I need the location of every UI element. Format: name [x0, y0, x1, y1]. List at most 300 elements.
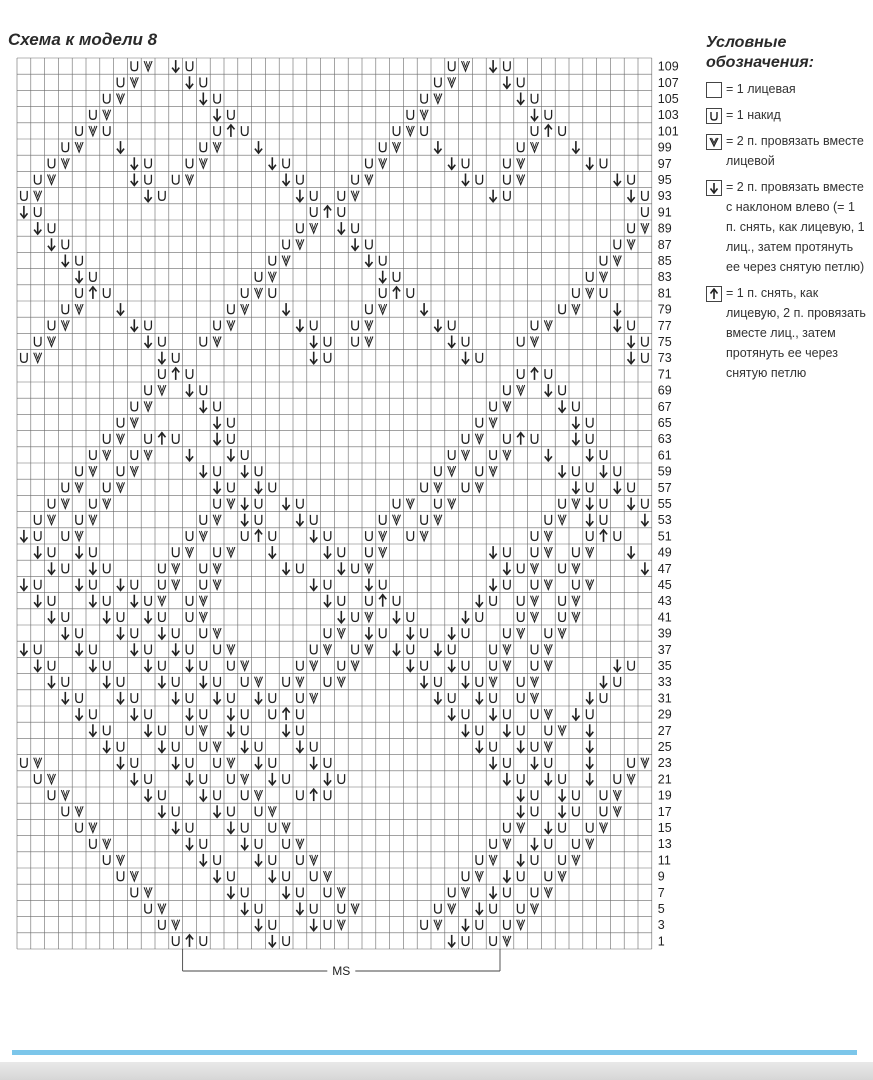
yarn-over-u-icon	[504, 434, 511, 443]
yarn-over-u-icon	[186, 645, 193, 654]
yarn-over-u-icon	[366, 596, 373, 605]
yarn-over-u-icon	[407, 531, 414, 540]
row-number-label: 13	[657, 837, 672, 852]
ssk-left-arrow-icon	[310, 352, 317, 364]
k2tog-right-icon	[61, 499, 69, 509]
k2tog-right-icon	[600, 823, 608, 833]
yarn-over-u-icon	[448, 888, 455, 897]
k2tog-right-icon	[544, 320, 552, 330]
yarn-over-u-icon	[559, 564, 566, 573]
ssk-left-arrow-icon	[186, 76, 193, 88]
row-number-label: 97	[657, 156, 672, 171]
k2tog-right-icon	[365, 337, 373, 347]
ssk-left-arrow-icon	[434, 141, 441, 153]
yarn-over-u-icon	[90, 839, 97, 848]
yarn-over-u-icon	[228, 418, 235, 427]
ssk-left-arrow-icon	[172, 60, 179, 72]
yarn-over-u-icon	[600, 159, 607, 168]
ssk-left-arrow-icon	[296, 741, 303, 753]
yarn-over-u-icon	[214, 466, 221, 475]
yarn-over-u-icon	[48, 547, 55, 556]
ssk-left-arrow-icon	[586, 724, 593, 736]
yarn-over-u-icon	[614, 531, 621, 540]
row-number-label: 25	[657, 740, 672, 754]
yarn-over-u-icon	[435, 78, 442, 87]
ssk-left-arrow-icon	[48, 562, 55, 574]
sk2p-up-arrow-icon	[172, 368, 179, 380]
yarn-over-u-icon	[310, 207, 317, 216]
ssk-left-arrow-icon	[324, 773, 331, 785]
yarn-over-u-icon	[352, 645, 359, 654]
row-number-label: 9	[657, 869, 665, 884]
ssk-left-arrow-icon	[103, 676, 110, 688]
ssk-left-arrow-icon	[200, 93, 207, 105]
ssk-left-arrow-icon	[393, 611, 400, 623]
row-number-label: 99	[657, 140, 672, 155]
ssk-left-arrow-icon	[145, 336, 152, 348]
yarn-over-u-icon	[490, 742, 497, 751]
ssk-left-arrow-icon	[517, 854, 524, 866]
k2tog-right-icon	[503, 450, 511, 460]
k2tog-right-icon	[558, 628, 566, 638]
yarn-over-u-icon	[476, 612, 483, 621]
yarn-over-u-icon	[407, 645, 414, 654]
ssk-left-arrow-icon	[145, 724, 152, 736]
ssk-left-arrow-icon	[62, 255, 69, 267]
k2tog-right-icon	[420, 110, 428, 120]
yarn-over-u-icon	[76, 288, 83, 297]
yarn-over-u-icon	[628, 661, 635, 670]
yarn-over-u-icon	[62, 483, 69, 492]
yarn-over-u-icon	[559, 304, 566, 313]
ssk-left-arrow-icon	[20, 579, 27, 591]
yarn-over-u-icon	[131, 402, 138, 411]
ssk-left-arrow-icon	[310, 919, 317, 931]
yarn-over-u-icon	[255, 904, 262, 913]
ssk-left-arrow-icon	[269, 773, 276, 785]
yarn-over-u-icon	[131, 888, 138, 897]
yarn-over-u-icon	[435, 499, 442, 508]
yarn-over-u-icon	[366, 240, 373, 249]
ssk-left-arrow-icon	[490, 190, 497, 202]
yarn-over-u-icon	[462, 709, 469, 718]
ssk-left-arrow-icon	[490, 708, 497, 720]
ssk-left-arrow-icon	[434, 319, 441, 331]
yarn-over-u-icon	[103, 726, 110, 735]
yarn-over-u-icon	[517, 677, 524, 686]
k2tog-right-icon	[144, 401, 152, 411]
yarn-over-u-icon	[490, 596, 497, 605]
row-number-label: 41	[657, 610, 672, 625]
ssk-left-arrow-icon	[131, 157, 138, 169]
ssk-left-arrow-icon	[614, 303, 621, 315]
ssk-left-arrow-icon	[200, 854, 207, 866]
yarn-over-u-icon	[352, 612, 359, 621]
ssk-left-arrow-icon	[255, 919, 262, 931]
ssk-left-arrow-icon	[448, 935, 455, 947]
yarn-over-u-icon	[90, 547, 97, 556]
yarn-over-u-icon	[131, 61, 138, 70]
yarn-over-u-icon	[62, 612, 69, 621]
ssk-left-arrow-icon	[572, 481, 579, 493]
row-number-label: 5	[657, 902, 665, 916]
yarn-over-u-icon	[573, 839, 580, 848]
ssk-left-arrow-icon	[117, 627, 124, 639]
ssk-left-arrow-icon	[628, 352, 635, 364]
ssk-left-arrow-icon	[517, 93, 524, 105]
yarn-over-u-icon	[476, 855, 483, 864]
yarn-over-u-icon	[200, 936, 207, 945]
yarn-over-u-icon	[48, 790, 55, 799]
k2tog-right-icon	[379, 158, 387, 168]
k2tog-right-icon	[255, 790, 263, 800]
yarn-over-u-icon	[600, 693, 607, 702]
yarn-over-u-icon	[241, 288, 248, 297]
k2tog-right-icon	[406, 126, 414, 136]
yarn-over-u-icon	[628, 483, 635, 492]
k2tog-right-icon	[213, 515, 221, 525]
yarn-over-u-icon	[117, 78, 124, 87]
yarn-over-u-icon	[393, 126, 400, 135]
yarn-over-u-icon	[352, 564, 359, 573]
yarn-over-u-icon	[324, 790, 331, 799]
ssk-left-arrow-icon	[89, 595, 96, 607]
k2tog-right-icon	[627, 239, 635, 249]
ssk-left-arrow-icon	[145, 611, 152, 623]
ssk-left-arrow-icon	[393, 643, 400, 655]
k2tog-right-icon	[337, 628, 345, 638]
yarn-over-u-icon	[186, 726, 193, 735]
k2tog-right-icon	[434, 920, 442, 930]
row-number-label: 45	[657, 578, 672, 592]
yarn-over-u-icon	[476, 418, 483, 427]
ssk-left-arrow-icon	[269, 870, 276, 882]
ssk-left-arrow-icon	[531, 838, 538, 850]
ssk-left-arrow-icon	[214, 870, 221, 882]
yarn-over-u-icon	[559, 823, 566, 832]
yarn-over-u-icon	[34, 774, 41, 783]
yarn-over-u-icon	[103, 596, 110, 605]
ssk-left-arrow-icon	[586, 757, 593, 769]
yarn-over-u-icon	[145, 645, 152, 654]
ssk-left-arrow-icon	[186, 449, 193, 461]
k2tog-right-icon	[393, 515, 401, 525]
yarn-over-u-icon	[379, 628, 386, 637]
ssk-left-arrow-icon	[490, 757, 497, 769]
row-number-label: 65	[657, 416, 672, 430]
yarn-over-u-icon	[421, 94, 428, 103]
ssk-left-arrow-icon	[531, 757, 538, 769]
k2tog-right-icon	[558, 871, 566, 881]
ssk-left-arrow-icon	[559, 805, 566, 817]
yarn-over-u-icon	[172, 807, 179, 816]
k2tog-right-icon	[282, 823, 290, 833]
k2tog-right-icon	[434, 482, 442, 492]
yarn-over-u-icon	[186, 531, 193, 540]
yarn-over-u-icon	[338, 191, 345, 200]
yarn-over-u-icon	[76, 515, 83, 524]
k2tog-right-icon	[103, 450, 111, 460]
k2tog-right-icon	[351, 904, 359, 914]
ssk-left-arrow-icon	[227, 724, 234, 736]
yarn-over-u-icon	[531, 709, 538, 718]
ssk-left-arrow-icon	[338, 222, 345, 234]
ssk-left-arrow-icon	[462, 676, 469, 688]
yarn-over-u-icon	[283, 936, 290, 945]
k2tog-right-icon	[586, 580, 594, 590]
yarn-over-u-icon	[517, 612, 524, 621]
yarn-over-u-icon	[600, 790, 607, 799]
ssk-left-arrow-icon	[338, 611, 345, 623]
yarn-over-u-icon	[62, 142, 69, 151]
yarn-over-u-icon	[159, 369, 166, 378]
yarn-over-u-icon	[379, 288, 386, 297]
yarn-over-u-icon	[462, 337, 469, 346]
ssk-left-arrow-icon	[434, 643, 441, 655]
yarn-over-u-icon	[379, 515, 386, 524]
yarn-over-u-icon	[421, 515, 428, 524]
ssk-left-arrow-icon	[476, 595, 483, 607]
k2tog-right-icon	[475, 871, 483, 881]
yarn-over-u-icon	[90, 110, 97, 119]
ssk-left-arrow-icon	[89, 562, 96, 574]
k2tog-right-icon	[130, 418, 138, 428]
yarn-over-u-icon	[172, 628, 179, 637]
yarn-over-u-icon	[214, 499, 221, 508]
yarn-over-u-icon	[531, 742, 538, 751]
yarn-over-u-icon	[172, 175, 179, 184]
k2tog-right-icon	[199, 725, 207, 735]
yarn-over-u-icon	[628, 758, 635, 767]
k2tog-right-icon	[310, 855, 318, 865]
yarn-over-u-icon	[21, 191, 28, 200]
yarn-over-u-icon	[283, 159, 290, 168]
yarn-over-u-icon	[545, 871, 552, 880]
ssk-left-arrow-icon	[158, 741, 165, 753]
yarn-over-u-icon	[283, 871, 290, 880]
yarn-over-u-icon	[241, 709, 248, 718]
yarn-over-u-icon	[642, 207, 649, 216]
yarn-over-u-icon	[559, 774, 566, 783]
yarn-over-u-icon	[642, 499, 649, 508]
sk2p-up-arrow-icon	[227, 125, 234, 137]
k2tog-right-icon	[337, 920, 345, 930]
yarn-over-u-icon	[103, 94, 110, 103]
ssk-left-arrow-icon	[241, 514, 248, 526]
yarn-over-u-icon	[545, 110, 552, 119]
row-number-label: 67	[657, 399, 672, 414]
yarn-over-u-icon	[559, 126, 566, 135]
ssk-left-arrow-icon	[131, 643, 138, 655]
ssk-left-arrow-icon	[517, 805, 524, 817]
yarn-over-u-icon	[628, 223, 635, 232]
yarn-over-u-icon	[21, 758, 28, 767]
yarn-over-u-icon	[324, 580, 331, 589]
k2tog-right-icon	[130, 871, 138, 881]
k2tog-right-icon	[213, 142, 221, 152]
ssk-left-arrow-icon	[476, 741, 483, 753]
yarn-over-u-icon	[586, 823, 593, 832]
k2tog-right-icon	[641, 758, 649, 768]
k2tog-right-icon	[489, 418, 497, 428]
ssk-left-arrow-icon	[545, 822, 552, 834]
ssk-left-arrow-icon	[641, 562, 648, 574]
yarn-over-u-icon	[200, 337, 207, 346]
k2tog-right-icon	[613, 806, 621, 816]
yarn-over-u-icon	[531, 321, 538, 330]
yarn-over-u-icon	[462, 434, 469, 443]
yarn-over-u-icon	[269, 855, 276, 864]
ssk-left-arrow-icon	[145, 789, 152, 801]
yarn-over-u-icon	[214, 94, 221, 103]
legend-title-line-1: Условные	[706, 34, 787, 51]
ssk-left-arrow-icon	[145, 190, 152, 202]
yarn-over-u-icon	[476, 677, 483, 686]
ssk-left-arrow-icon	[614, 660, 621, 672]
yarn-over-u-icon	[628, 321, 635, 330]
ssk-left-arrow-icon	[117, 579, 124, 591]
ssk-left-arrow-icon	[365, 579, 372, 591]
k2tog-right-icon	[572, 563, 580, 573]
yarn-over-u-icon	[573, 466, 580, 475]
k2tog-right-icon	[186, 175, 194, 185]
k2tog-right-icon	[172, 563, 180, 573]
k2tog-right-icon	[544, 580, 552, 590]
yarn-over-u-icon	[131, 693, 138, 702]
k2tog-right-icon	[572, 855, 580, 865]
yarn-over-u-icon	[324, 531, 331, 540]
yarn-over-u-icon	[34, 645, 41, 654]
ssk-left-arrow-icon	[214, 417, 221, 429]
ssk-left-arrow-icon	[186, 838, 193, 850]
yarn-over-u-icon	[393, 272, 400, 281]
k2tog-right-icon	[89, 126, 97, 136]
ssk-left-arrow-icon	[545, 449, 552, 461]
k2tog-right-icon	[75, 531, 83, 541]
yarn-over-u-icon	[228, 807, 235, 816]
yarn-over-u-icon	[200, 515, 207, 524]
k2tog-right-icon	[544, 887, 552, 897]
k2tog-right-icon	[544, 661, 552, 671]
yarn-over-u-icon	[600, 450, 607, 459]
ssk-left-arrow-icon	[76, 708, 83, 720]
ssk-left-arrow-icon	[628, 336, 635, 348]
row-number-label: 95	[657, 173, 672, 187]
ssk-left-arrow-icon	[600, 676, 607, 688]
ssk-left-arrow-icon	[131, 773, 138, 785]
yarn-over-u-icon	[338, 207, 345, 216]
repeat-label: MS	[332, 964, 351, 978]
yarn-over-u-icon	[186, 159, 193, 168]
row-number-label: 35	[657, 659, 672, 673]
yarn-over-u-icon	[531, 855, 538, 864]
row-number-label: 19	[657, 788, 672, 803]
row-number-label: 39	[657, 626, 672, 641]
ssk-left-arrow-icon	[503, 870, 510, 882]
k2tog-right-icon	[117, 482, 125, 492]
k2tog-right-icon	[531, 596, 539, 606]
yarn-over-u-icon	[476, 353, 483, 362]
yarn-over-u-icon	[504, 580, 511, 589]
k2tog-right-icon	[34, 353, 42, 363]
k2tog-right-icon	[34, 758, 42, 768]
yarn-over-u-icon	[241, 677, 248, 686]
ssk-left-arrow-icon	[76, 271, 83, 283]
yarn-over-u-icon	[310, 904, 317, 913]
ssk-left-arrow-icon	[241, 838, 248, 850]
yarn-over-u-icon	[145, 321, 152, 330]
row-number-label: 43	[657, 594, 672, 609]
k2tog-right-icon	[337, 887, 345, 897]
k2tog-right-icon	[448, 499, 456, 509]
yarn-over-u-icon	[310, 191, 317, 200]
row-number-label: 81	[657, 286, 672, 301]
yarn-over-u-icon	[393, 596, 400, 605]
k2tog-right-icon	[117, 855, 125, 865]
k2tog-right-icon	[489, 466, 497, 476]
ssk-left-arrow-icon	[62, 692, 69, 704]
yarn-over-u-icon	[517, 871, 524, 880]
yarn-over-u-icon	[545, 726, 552, 735]
yarn-over-u-icon	[228, 661, 235, 670]
yarn-over-u-icon	[559, 612, 566, 621]
yarn-over-u-icon	[324, 888, 331, 897]
ssk-left-arrow-icon	[48, 611, 55, 623]
ssk-left-arrow-icon	[365, 627, 372, 639]
ssk-left-arrow-icon	[296, 319, 303, 331]
ssk-left-arrow-icon	[310, 336, 317, 348]
yarn-over-u-icon	[269, 256, 276, 265]
yarn-over-u-icon	[145, 709, 152, 718]
ssk-left-arrow-icon	[448, 627, 455, 639]
ssk-left-arrow-icon	[338, 562, 345, 574]
ssk-left-arrow-icon	[131, 319, 138, 331]
ssk-left-arrow-icon	[186, 708, 193, 720]
k2tog-right-icon	[365, 644, 373, 654]
k2tog-right-icon	[706, 134, 722, 150]
yarn-over-u-icon	[642, 337, 649, 346]
row-number-label: 7	[657, 885, 665, 900]
yarn-over-u-icon	[62, 531, 69, 540]
ssk-left-arrow-icon	[214, 109, 221, 121]
ssk-left-arrow-icon	[214, 433, 221, 445]
ssk-left-arrow-icon	[586, 692, 593, 704]
ssk-left-arrow-icon	[448, 157, 455, 169]
ssk-left-arrow-icon	[614, 319, 621, 331]
ssk-left-arrow-icon	[158, 805, 165, 817]
yarn-over-u-icon	[600, 256, 607, 265]
k2tog-right-icon	[365, 320, 373, 330]
k2tog-right-icon	[75, 304, 83, 314]
sk2p-up-arrow-icon	[600, 530, 607, 542]
yarn-over-u-icon	[117, 871, 124, 880]
k2tog-right-icon	[586, 547, 594, 557]
yarn-over-u-icon	[241, 823, 248, 832]
yarn-over-u-icon	[600, 515, 607, 524]
yarn-over-u-icon	[269, 483, 276, 492]
yarn-over-u-icon	[200, 628, 207, 637]
yarn-over-u-icon	[200, 78, 207, 87]
k2tog-right-icon	[172, 920, 180, 930]
k2tog-right-icon	[130, 466, 138, 476]
k2tog-right-icon	[572, 304, 580, 314]
sk2p-up-arrow-icon	[393, 287, 400, 299]
k2tog-right-icon	[241, 661, 249, 671]
yarn-over-u-icon	[559, 855, 566, 864]
ssk-left-arrow-icon	[283, 886, 290, 898]
k2tog-right-icon	[48, 175, 56, 185]
ssk-left-arrow-icon	[503, 724, 510, 736]
